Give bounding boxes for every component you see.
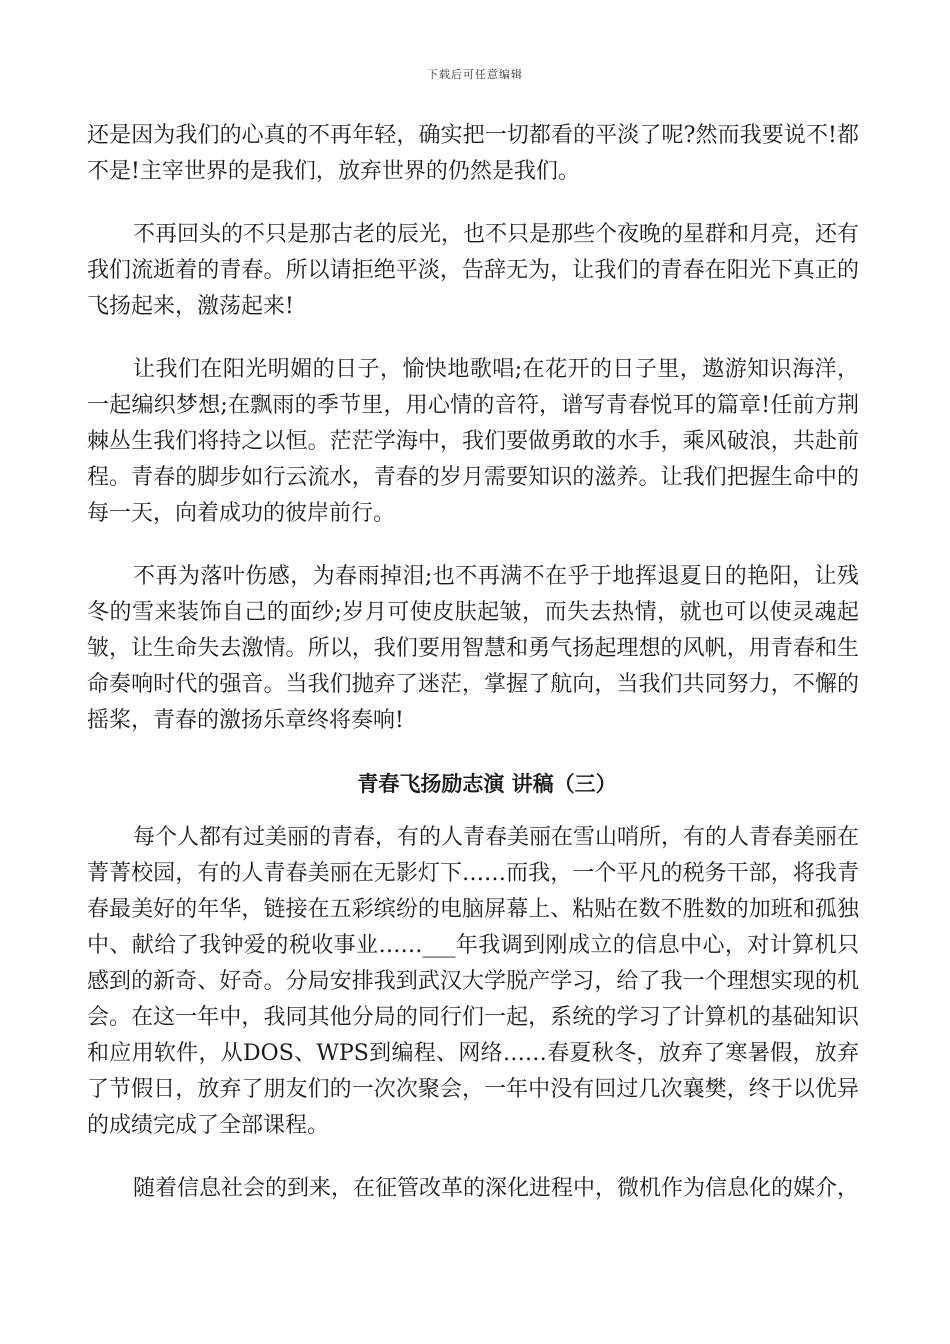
paragraph-2: 不再回头的不只是那古老的辰光，也不只是那些个夜晚的星群和月亮，还有我们流逝着的青春。所以请拒绝平淡，告辞无为，让我们的青春在阳光下真正的飞扬起来，激荡起来! bbox=[87, 222, 860, 319]
section-title: 青春飞扬励志演 讲稿（三） bbox=[357, 771, 617, 796]
section-paragraph-2: 随着信息社会的到来，在征管改革的深化进程中，微机作为信息化的媒介， bbox=[133, 1176, 860, 1201]
paragraph-3: 让我们在阳光明媚的日子，愉快地歌唱;在花开的日子里，遨游知识海洋，一起编织梦想;在飘雨的季节里，用心情的音符，谱写青春悦耳的篇章!任前方荆棘丛生我们将持之以恒。茫茫学海中，我们要做勇敢的水手，乘风破浪，共赴前程。青春的脚步如行云流水，青春的岁月需要知识的滋养。让我们把握生命中的每一天，向着成功的彼岸前行。 bbox=[87, 357, 859, 526]
paragraph-1: 还是因为我们的心真的不再年轻，确实把一切都看的平淡了呢?然而我要说不!都不是!主宰世界的是我们，放弃世界的仍然是我们。 bbox=[87, 123, 859, 184]
section-paragraph-1: 每个人都有过美丽的青春，有的人青春美丽在雪山哨所，有的人青春美丽在菁菁校园，有的人青春美丽在无影灯下……而我，一个平凡的税务干部，将我青春最美好的年华，链接在五彩缤纷的电脑屏幕上、粘贴在数不胜数的加班和孤独中、献给了我钟爱的税收事业……___年我调到刚成立的信息中心，对计算机只感到的新奇、好奇。分局安排我到武汉大学脱产学习，给了我一个理想实现的机会。在这一年中，我同其他分局的同行们一起，系统的学习了计算机的基础知识和应用软件，从DOS、WPS到编程、网络……春夏秋冬，放弃了寒暑假，放弃了节假日，放弃了朋友们的一次次聚会，一年中没有回过几次襄樊，终于以优异的成绩完成了全部课程。 bbox=[87, 825, 860, 1138]
document-body bbox=[87, 118, 859, 1234]
paragraph-4: 不再为落叶伤感，为春雨掉泪;也不再满不在乎于地挥退夏日的艳阳，让残冬的雪来装饰自己的面纱;岁月可使皮肤起皱，而失去热情，就也可以使灵魂起皱，让生命失去激情。所以，我们要用智慧和勇气扬起理想的风帆，用青春和生命奏响时代的强音。当我们抛弃了迷茫，掌握了航向，当我们共同努力，不懈的摇桨，青春的激扬乐章终将奏响! bbox=[87, 564, 859, 733]
page-header-note: 下载后可任意编辑 bbox=[427, 68, 523, 81]
